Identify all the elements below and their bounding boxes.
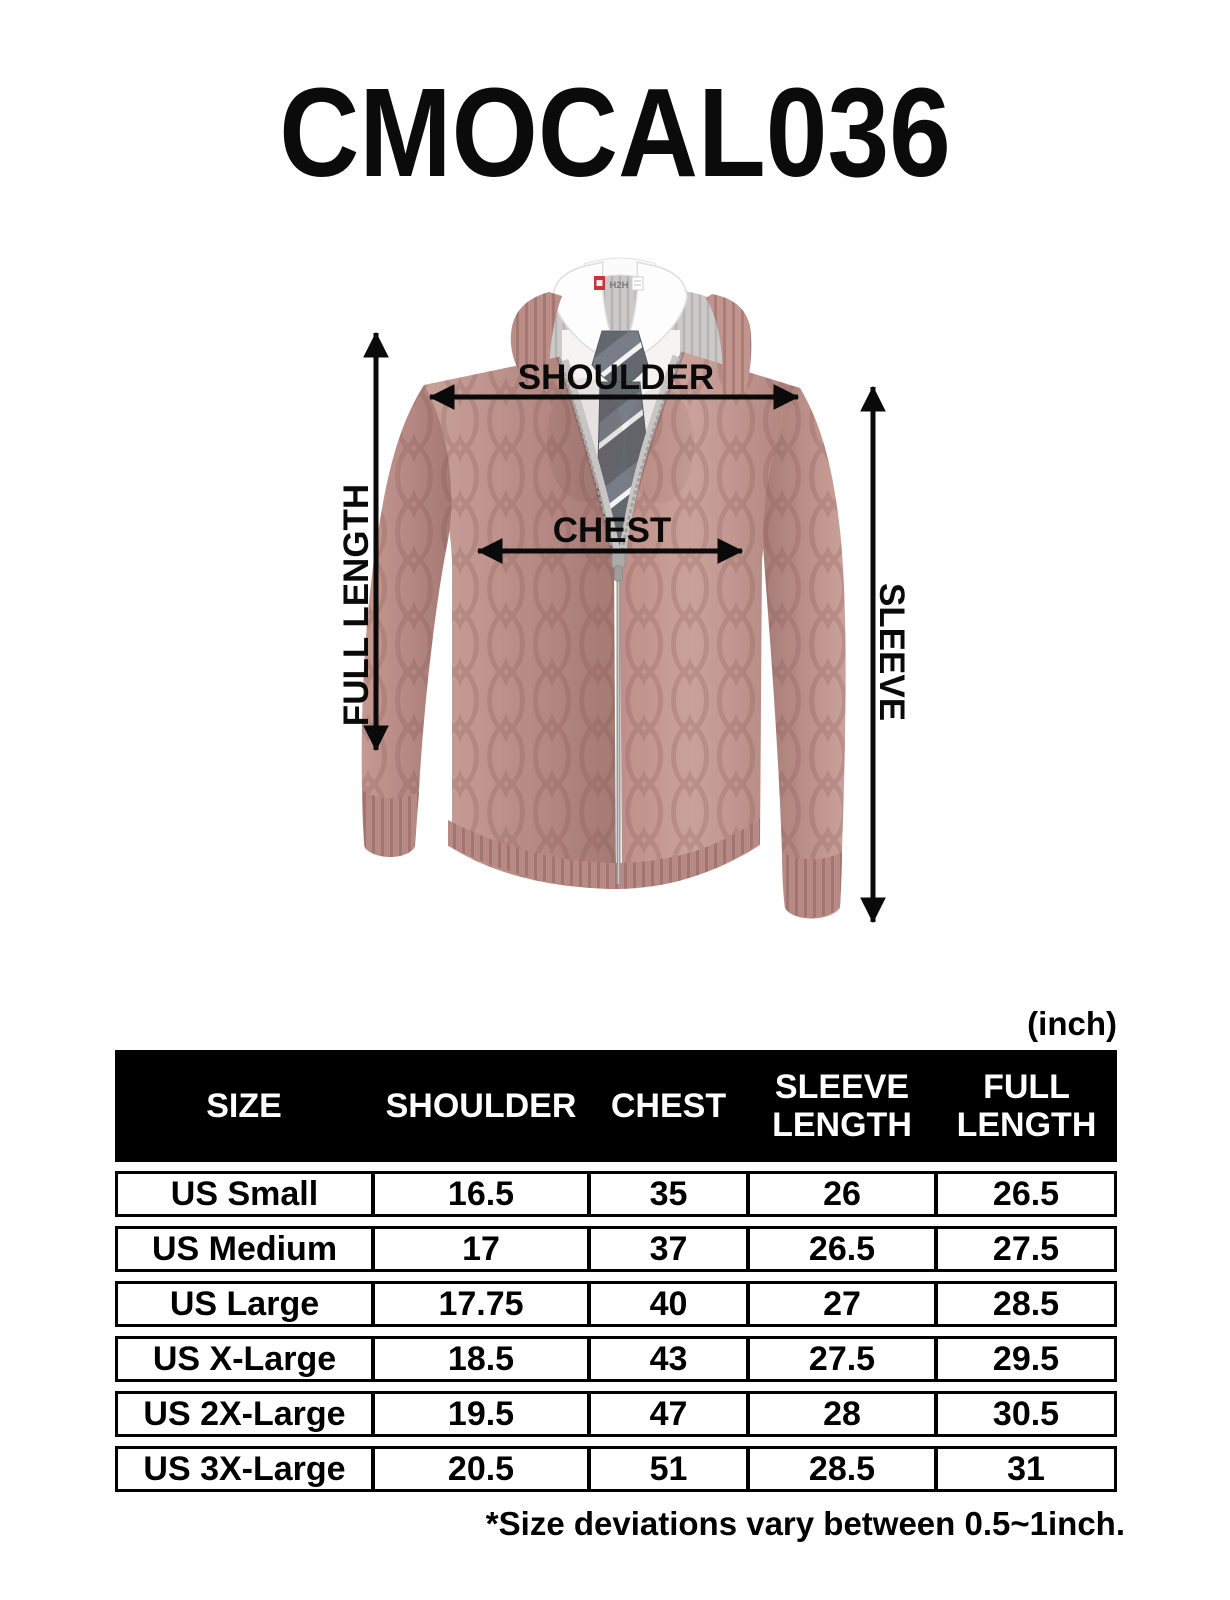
unit-label: (inch) xyxy=(1027,1005,1117,1042)
cardigan-body xyxy=(424,352,800,889)
garment-measurement-diagram xyxy=(300,240,950,960)
shoulder-cell: 17 xyxy=(373,1226,589,1272)
chest-label: CHEST xyxy=(552,511,672,550)
full-length-cell: 28.5 xyxy=(936,1281,1117,1327)
sleeve-length-cell: 28.5 xyxy=(748,1446,936,1492)
sleeve-length-cell: 27 xyxy=(748,1281,936,1327)
full-length-cell: 29.5 xyxy=(936,1336,1117,1382)
full-length-label: FULL LENGTH xyxy=(337,483,376,727)
shoulder-cell: 18.5 xyxy=(373,1336,589,1382)
table-row-us-large xyxy=(115,1281,1117,1327)
size-cell: US X-Large xyxy=(115,1336,373,1382)
page-title: CMOCAL036 xyxy=(279,62,951,203)
size-cell: US 3X-Large xyxy=(115,1446,373,1492)
full-length-cell: 31 xyxy=(936,1446,1117,1492)
cardigan-diagram-svg xyxy=(300,240,950,960)
full-length-arrow xyxy=(337,333,376,750)
shoulder-cell: 16.5 xyxy=(373,1171,589,1217)
sleeve-length-cell: 28 xyxy=(748,1391,936,1437)
shoulder-cell: 17.75 xyxy=(373,1281,589,1327)
size-cell: US Medium xyxy=(115,1226,373,1272)
column-header-sleeve-length: SLEEVE LENGTH xyxy=(748,1050,936,1162)
full-length-cell: 27.5 xyxy=(936,1226,1117,1272)
column-header-shoulder: SHOULDER xyxy=(373,1050,589,1162)
full-length-cell: 26.5 xyxy=(936,1171,1117,1217)
zipper-pull xyxy=(615,566,623,581)
size-deviation-note: *Size deviations vary between 0.5~1inch. xyxy=(485,1505,1125,1542)
table-row-us-x-large xyxy=(115,1336,1117,1382)
sleeve-length-cell: 26.5 xyxy=(748,1226,936,1272)
shoulder-cell: 20.5 xyxy=(373,1446,589,1492)
size-cell: US Small xyxy=(115,1171,373,1217)
table-row-us-2x-large xyxy=(115,1391,1117,1437)
size-cell: US Large xyxy=(115,1281,373,1327)
full-length-cell: 30.5 xyxy=(936,1391,1117,1437)
sleeve-length-cell: 27.5 xyxy=(748,1336,936,1382)
chest-cell: 37 xyxy=(589,1226,748,1272)
chest-cell: 43 xyxy=(589,1336,748,1382)
chest-cell: 47 xyxy=(589,1391,748,1437)
column-header-full-length: FULL LENGTH xyxy=(936,1050,1117,1162)
chest-cell: 51 xyxy=(589,1446,748,1492)
size-cell: US 2X-Large xyxy=(115,1391,373,1437)
table-row-us-small xyxy=(115,1171,1117,1217)
table-row-us-3x-large xyxy=(115,1446,1117,1492)
column-header-chest: CHEST xyxy=(589,1050,748,1162)
shoulder-label: SHOULDER xyxy=(517,358,715,397)
shoulder-cell: 19.5 xyxy=(373,1391,589,1437)
chest-cell: 40 xyxy=(589,1281,748,1327)
column-header-size: SIZE xyxy=(115,1050,373,1162)
table-header-row xyxy=(115,1050,1117,1162)
table-row-us-medium xyxy=(115,1226,1117,1272)
brand-tag-text: H2H xyxy=(609,280,629,291)
sleeve-length-cell: 26 xyxy=(748,1171,936,1217)
sleeve-label: SLEEVE xyxy=(872,582,911,722)
sleeve-arrow xyxy=(872,387,911,922)
chest-cell: 35 xyxy=(589,1171,748,1217)
size-table xyxy=(115,1041,1117,1501)
